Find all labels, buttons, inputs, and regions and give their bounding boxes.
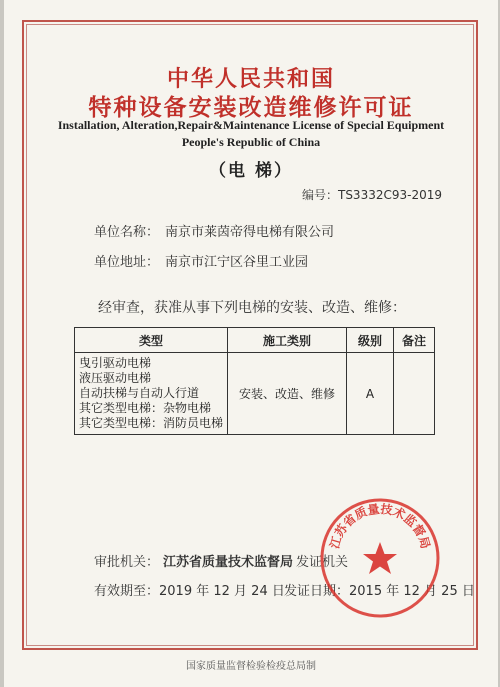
header-remark: 备注 [394,328,435,353]
table-row [75,353,435,435]
authority-label: 审批机关： [94,555,160,570]
remark-cell [394,353,435,435]
validity [94,580,285,599]
subtitle: （电 梯） [209,161,293,181]
address-field [94,251,308,270]
serial-value: TS3332C93-2019 [337,188,442,202]
company-label: 单位名称： [94,225,160,240]
company-value: 南京市莱茵帝得电梯有限公司 [165,225,335,240]
authority-value: 江苏省质量技术监督局 [163,555,294,570]
serial-number [302,186,442,203]
title-cn-line1: 中华人民共和国 [166,66,335,92]
star-icon [363,542,397,574]
title-en-line1: Installation, Alteration,Repair&Maintenance License of Special Equipment [57,118,445,132]
seal-text: 江苏省质量技术监督局 [327,501,433,551]
issue-date-label: 发证日期： [284,584,350,599]
official-seal [318,496,442,620]
approval-authority [94,551,293,570]
footer-text: 国家质量监督检验检疫总局制 [186,661,316,672]
table-header-row [75,328,435,353]
validity-label: 有效期至： [94,584,160,599]
certificate-page [4,0,498,687]
svg-text:江苏省质量技术监督局 [326,501,432,550]
type-item: 曳引驱动电梯 [79,356,152,370]
type-item: 自动扶梯与自动人行道 [79,386,200,400]
issuer-label: 发证机关 [296,555,349,570]
type-item: 其它类型电梯：杂物电梯 [79,401,212,415]
address-label: 单位地址： [94,255,160,270]
level-cell: A [347,353,394,435]
address-value: 南京市江宁区谷里工业园 [165,255,309,270]
validity-value: 2019 年 12 月 24 日 [159,584,285,599]
serial-label: 编号： [301,188,338,202]
title-cn-line2: 特种设备安装改造维修许可证 [88,94,414,121]
scope-table [74,327,435,435]
type-item: 其它类型电梯：消防员电梯 [79,416,224,430]
header-level: 级别 [347,328,394,353]
type-list [75,353,228,435]
type-item: 液压驱动电梯 [79,371,152,385]
issue-date-value: 2015 年 12 月 25 日 [349,584,475,599]
title-en-line2: People's Republic of China [181,135,321,149]
header-construction: 施工类别 [228,328,347,353]
approval-text: 经审查，获准从事下列电梯的安装、改造、维修： [98,300,406,316]
header-type: 类型 [75,328,228,353]
company-field [94,221,334,240]
construction-category: 安装、改造、维修 [228,353,347,435]
